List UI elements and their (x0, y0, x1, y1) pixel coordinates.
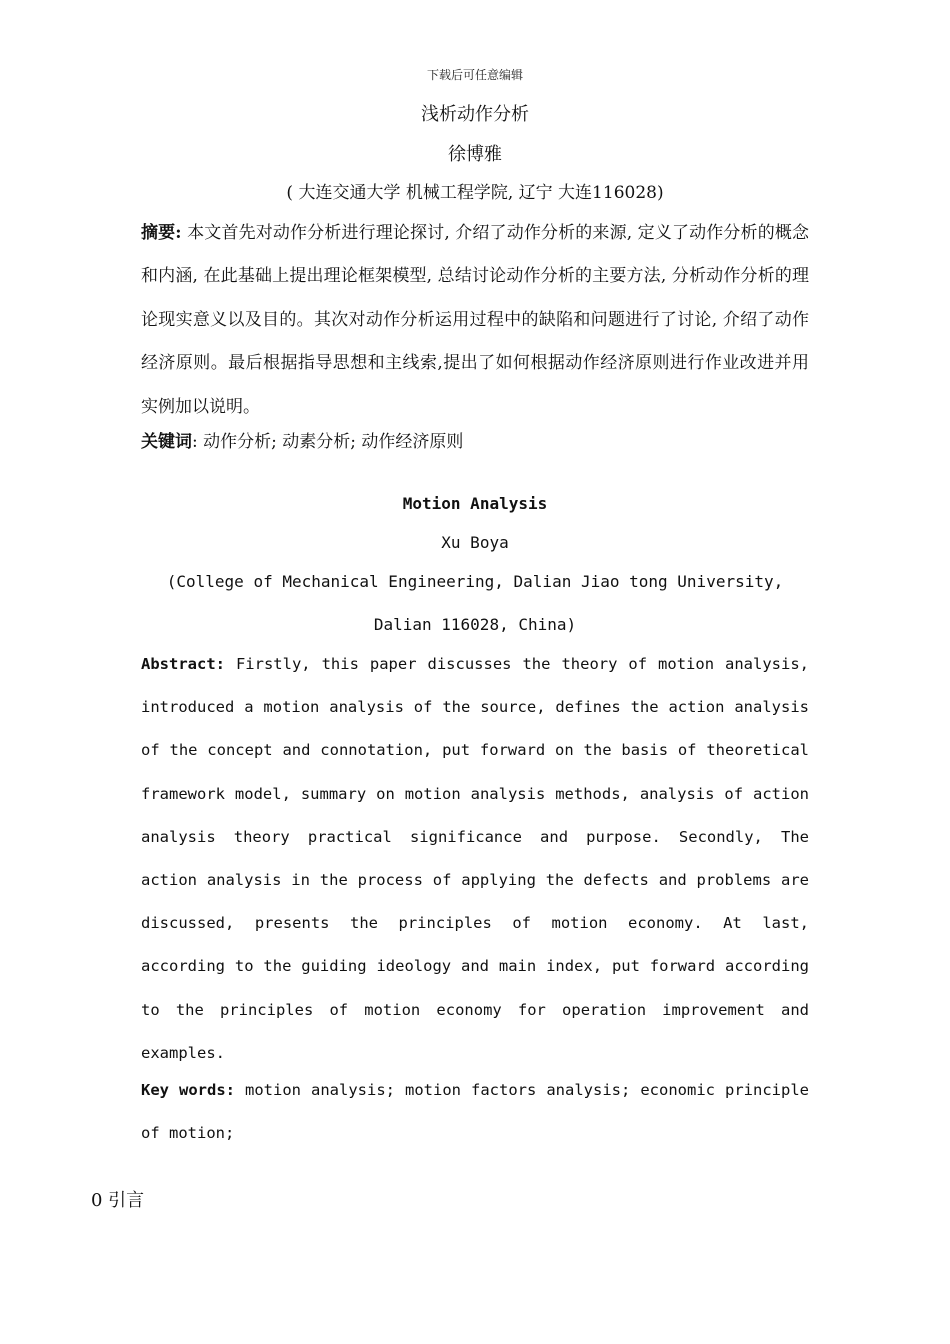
english-affiliation-line1: (College of Mechanical Engineering, Dalian Jiao tong University, (166, 572, 784, 591)
chinese-keywords (141, 427, 809, 452)
english-title: Motion Analysis (402, 494, 548, 513)
english-abstract-text: Firstly, this paper discusses the theory of motion analysis, introduced a motion analysis of the source, defines the action analysis of the concept and connotation, put forward on the basis of theoretical framework model, summary on motion analysis methods, analysis of action analysis theory practical significance and purpose. Secondly, The action analysis in the process of applying the defects and problems are discussed, presents the principles of motion economy. At last, according to the guiding ideology and main index, put forward according to the principles of motion economy for operation improvement and examples. (141, 655, 809, 1062)
english-keywords-text: motion analysis; motion factors analysis; economic principle of motion; (141, 1081, 809, 1143)
chinese-keywords-text: : 动作分析; 动素分析; 动作经济原则 (192, 432, 464, 452)
english-keywords (141, 1069, 809, 1155)
chinese-author: 徐博雅 (448, 144, 502, 165)
chinese-title: 浅析动作分析 (421, 104, 529, 125)
chinese-affiliation: ( 大连交通大学 机械工程学院, 辽宁 大连116028) (286, 183, 664, 203)
chinese-abstract-label: 摘要: (141, 223, 182, 243)
english-author: Xu Boya (441, 533, 509, 552)
chinese-keywords-label: 关键词 (141, 432, 192, 452)
english-abstract (141, 643, 809, 1075)
header-note: 下载后可任意编辑 (426, 68, 523, 82)
english-abstract-label: Abstract: (141, 655, 225, 673)
english-keywords-label: Key words: (141, 1081, 235, 1099)
chinese-abstract (141, 212, 809, 429)
chinese-abstract-text: 本文首先对动作分析进行理论探讨, 介绍了动作分析的来源, 定义了动作分析的概念和内涵, 在此基础上提出理论框架模型, 总结讨论动作分析的主要方法, 分析动作分析的理论现实意义以及目的。其次对动作分析运用过程中的缺陷和问题进行了讨论, 介绍了动作经济原则。最后根据指导思想和主线索,提出了如何根据动作经济原则进行作业改进并用实例加以说明。 (141, 223, 809, 417)
section-heading: 0 引言 (91, 1190, 145, 1211)
english-affiliation-line2: Dalian 116028, China) (373, 615, 577, 634)
